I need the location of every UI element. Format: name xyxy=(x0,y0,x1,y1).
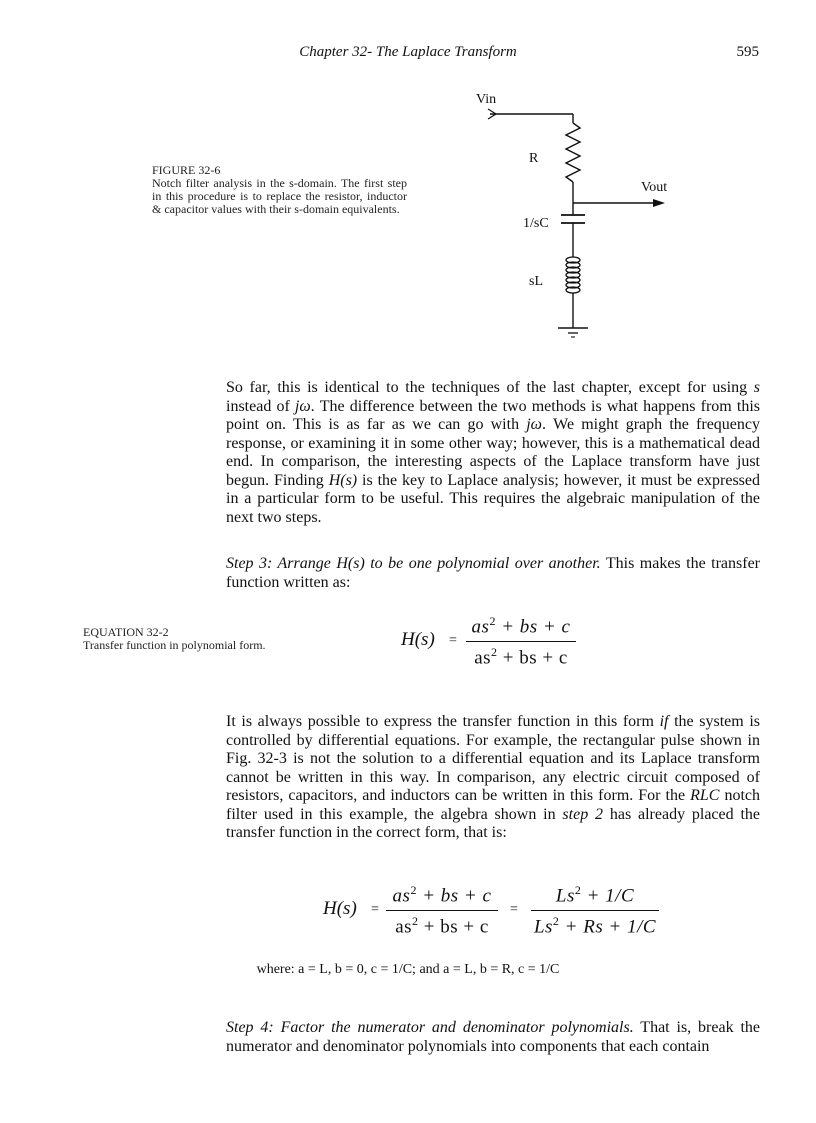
notch-filter-circuit xyxy=(470,85,710,360)
inductor-icon xyxy=(566,257,580,293)
eq2-denominator-1: $as^2$ + bs + c xyxy=(395,914,489,938)
inductor-label: sL xyxy=(529,274,543,289)
capacitor-label: 1/sC xyxy=(523,216,549,231)
resistor-icon xyxy=(566,123,580,182)
paragraph-4: Step 4: Factor the numerator and denominator polynomials. That is, break the numerator and denominator polynomials into components that each contain xyxy=(226,1019,761,1055)
eq2-lhs: H(s) xyxy=(323,898,357,919)
figure-label: FIGURE 32-6 xyxy=(152,163,221,177)
paragraph-2: Step 3: Arrange H(s) to be one polynomial over another. This makes the transfer function written as: xyxy=(226,555,761,591)
equation-label: EQUATION 32-2 xyxy=(83,625,169,639)
vin-label: Vin xyxy=(476,92,497,107)
page-number: 595 xyxy=(736,44,759,60)
step-4-heading: Step 4: Factor the numerator and denominator polynomials. xyxy=(226,1019,634,1036)
eq2-numerator-1: $as^2$ + bs + c xyxy=(392,883,492,907)
step-3-heading: Step 3: Arrange H(s) to be one polynomial over another. xyxy=(226,555,601,572)
eq1-fraction-bar xyxy=(466,641,576,642)
eq2-numerator-2: $Ls^2 + 1/C$ xyxy=(555,883,635,907)
equation-caption: Transfer function in polynomial form. xyxy=(83,638,266,652)
vout-label: Vout xyxy=(641,180,668,195)
figure-caption-block xyxy=(152,164,407,216)
eq2-denominator-2: $Ls^2 + Rs + 1/C$ xyxy=(533,914,657,938)
eq1-numerator: $as^2$ + bs + c xyxy=(471,614,571,638)
figure-caption: Notch filter analysis in the s-domain. The first step in this procedure is to replace the resistor, inductor & capacitor values with their s-domain equivalents. xyxy=(152,176,407,216)
vout-arrow-icon xyxy=(653,199,665,207)
ground-icon xyxy=(558,328,588,337)
eq1-denominator: $as^2$ + bs + c xyxy=(474,645,568,669)
eq1-equals: = xyxy=(449,633,457,648)
eq1-lhs: H(s) xyxy=(401,629,435,650)
paragraph-3: It is always possible to express the transfer function in this form if the system is controlled by differential equations. For example, the rectangular pulse shown in Fig. 32-3 is not the solution to a differential equation and its Laplace transform cannot be written in this way. In comparison, any electric circuit composed of resistors, capacitors, and inductors can be written in this form. For the RLC notch filter used in this example, the algebra shown in step 2 has already placed the transfer function in the correct form, that is: xyxy=(226,713,761,841)
paragraph-1: So far, this is identical to the techniques of the last chapter, except for using s instead of jω. The difference between the two methods is what happens from this point on. This is as far as we can go with jω. We might graph the frequency response, or examining it in some other way; however, this is a mathematical dead end. In comparison, the interesting aspects of the Laplace transform have just begun. Finding H(s) is the key to Laplace analysis; however, it must be expressed in a particular form to be useful. This requires the algebraic manipulation of the next two steps. xyxy=(226,379,760,526)
eq2-equals-2: = xyxy=(510,902,518,917)
chapter-title: Chapter 32- The Laplace Transform xyxy=(299,44,517,60)
where-line: where: a = L, b = 0, c = 1/C; and a = L, b = R, c = 1/C xyxy=(256,962,560,977)
equation-caption-block xyxy=(83,626,343,652)
eq2-fraction-bar-2 xyxy=(531,910,659,911)
eq2-fraction-bar-1 xyxy=(386,910,498,911)
eq2-equals-1: = xyxy=(371,902,379,917)
resistor-label: R xyxy=(529,151,539,166)
